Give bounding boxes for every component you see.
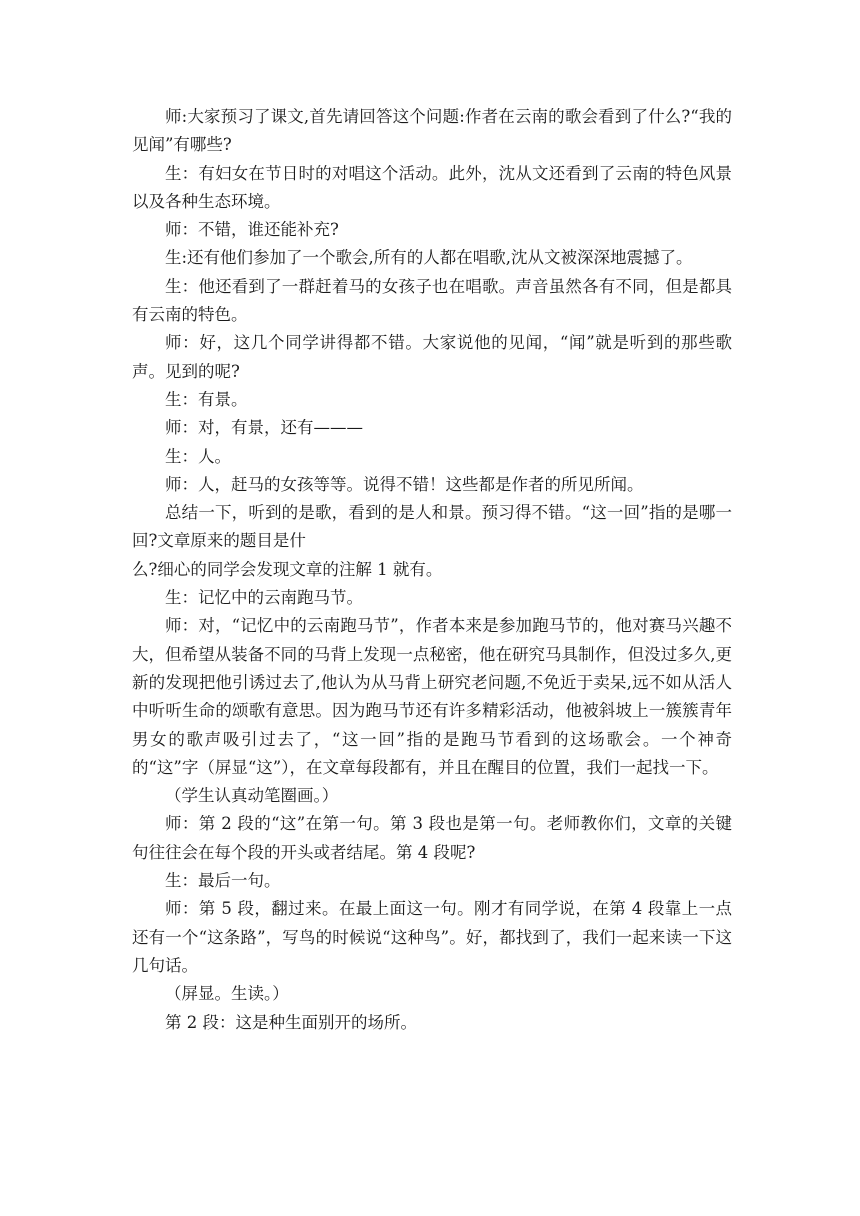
- paragraph-teacher-praise: 师：人，赶马的女孩等等。说得不错！这些都是作者的所见所闻。: [165, 474, 644, 494]
- paragraph-student-answer-1: 生：有妇女在节日时的对唱这个活动。此外，沈从文还看到了云南的特色风景以及各种生态环境。: [132, 163, 732, 211]
- paragraph-stage-note-1: （学生认真动笔圈画。）: [165, 786, 339, 806]
- paragraph-student-answer-5: 生：人。: [165, 446, 231, 466]
- paragraph-teacher-question: 师:大家预习了课文,首先请回答这个问题:作者在云南的歌会看到了什么?“我的见闻”有哪些?: [132, 107, 732, 155]
- paragraph-teacher-comment: 师：好，这几个同学讲得都不错。大家说他的见闻，“闻”就是听到的那些歌声。见到的呢?: [132, 333, 732, 381]
- paragraph-student-answer-4: 生：有景。: [165, 389, 248, 409]
- document-body: [132, 103, 732, 1037]
- paragraph-summary-continued: 么?细心的同学会发现文章的注解 1 就有。: [132, 559, 443, 579]
- paragraph-student-answer-6: 生：记忆中的云南跑马节。: [165, 588, 363, 608]
- paragraph-teacher-instruction: 师：第 5 段，翻过来。在最上面这一句。刚才有同学说，在第 4 段靠上一点还有一个“这条路”，写鸟的时候说“这种鸟”。好，都找到了，我们一起来读一下这几句话。: [132, 899, 732, 975]
- paragraph-student-answer-3: 生：他还看到了一群赶着马的女孩子也在唱歌。声音虽然各有不同，但是都具有云南的特色。: [132, 276, 732, 325]
- paragraph-quote-section-2: 第 2 段：这是种生面别开的场所。: [165, 1012, 417, 1032]
- paragraph-teacher-prompt: 师：不错，谁还能补充?: [165, 220, 339, 240]
- paragraph-teacher-followup: 师：对，有景，还有———: [165, 418, 363, 438]
- paragraph-stage-note-2: （屏显。生读。）: [165, 984, 289, 1004]
- paragraph-summary: 总结一下，听到的是歌，看到的是人和景。预习得不错。“这一回”指的是哪一回?文章原来的题目是什: [132, 503, 732, 551]
- paragraph-student-answer-2: 生:还有他们参加了一个歌会,所有的人都在唱歌,沈从文被深深地震撼了。: [165, 248, 693, 268]
- paragraph-teacher-guidance: 师：第 2 段的“这”在第一句。第 3 段也是第一句。老师教你们，文章的关键句往往会在每个段的开头或者结尾。第 4 段呢?: [132, 814, 732, 862]
- paragraph-student-answer-7: 生：最后一句。: [165, 871, 281, 891]
- paragraph-teacher-explanation: 师：对，“记忆中的云南跑马节”，作者本来是参加跑马节的，他对赛马兴趣不大，但希望从装备不同的马背上发现一点秘密，他在研究马具制作，但没过多久,更新的发现把他引诱过去了,他认为从马背上研究老问题,不免近于卖呆,远不如从活人中听听生命的颂歌有意思。因为跑马节还有许多精彩活动，他被斜坡上一簇簇青年男女的歌声吸引过去了，“这一回”指的是跑马节看到的这场歌会。一个神奇的“这”字（屏显“这”），在文章每段都有，并且在醒目的位置，我们一起找一下。: [132, 616, 732, 777]
